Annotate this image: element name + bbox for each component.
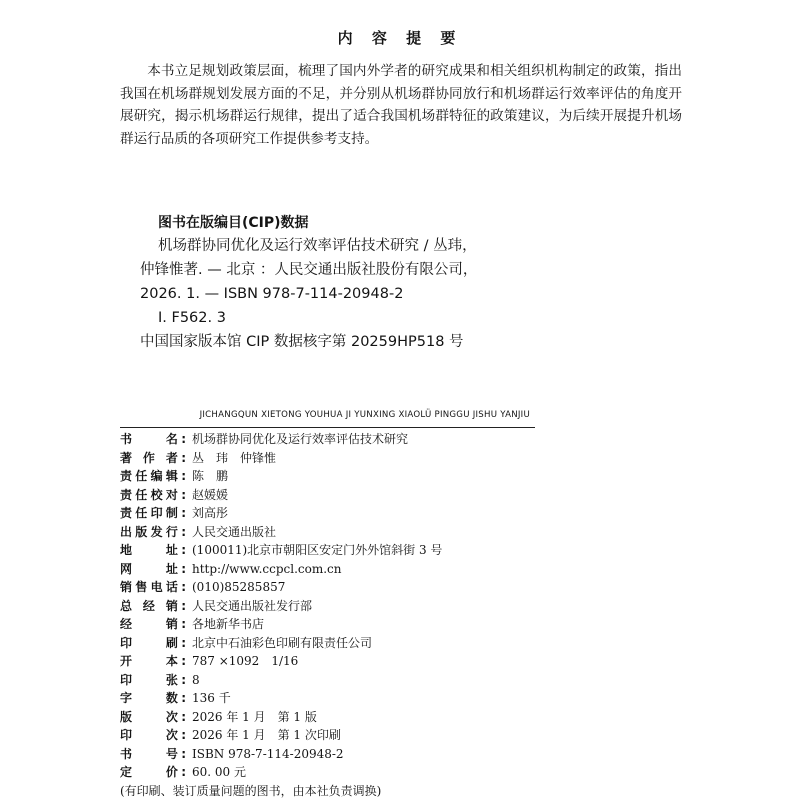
colophon-row bbox=[120, 541, 720, 560]
colophon-value: 60. 00 元 bbox=[192, 765, 246, 779]
cip-line: 机场群协同优化及运行效率评估技术研究 / 丛玮， bbox=[158, 238, 477, 254]
colophon-row bbox=[120, 634, 720, 653]
colophon-row bbox=[120, 726, 720, 745]
colophon-value: 机场群协同优化及运行效率评估技术研究 bbox=[192, 432, 409, 446]
colophon-row bbox=[120, 597, 720, 616]
cip-line: 中国国家版本馆 CIP 数据核字第 20259HP518 号 bbox=[140, 334, 464, 350]
colophon-label: 印 次: bbox=[120, 728, 186, 742]
colophon-value: 陈 鹏 bbox=[192, 469, 229, 483]
colophon-row bbox=[120, 578, 720, 597]
colophon-value: 人民交通出版社发行部 bbox=[192, 598, 313, 613]
colophon-label: 印 刷: bbox=[120, 635, 186, 650]
colophon-row bbox=[120, 467, 720, 486]
colophon-value: 136 千 bbox=[192, 691, 231, 705]
colophon-row bbox=[120, 523, 720, 542]
colophon-value: 丛 玮 仲锋惟 bbox=[192, 450, 277, 465]
colophon-row bbox=[120, 763, 720, 782]
colophon-row bbox=[120, 486, 720, 505]
colophon-row bbox=[120, 560, 720, 579]
quality-note: (有印刷、装订质量问题的图书，由本社负责调换) bbox=[120, 783, 382, 798]
colophon-label: 印 张: bbox=[120, 672, 186, 687]
colophon-value: 2026 年 1 月 第 1 次印刷 bbox=[192, 728, 341, 742]
colophon-value: (100011)北京市朝阳区安定门外外馆斜街 3 号 bbox=[192, 543, 443, 557]
colophon-label: 著 作 者: bbox=[120, 450, 186, 465]
colophon-row bbox=[120, 615, 720, 634]
colophon-label: 版 次: bbox=[120, 709, 186, 724]
colophon-value: 787 ×1092 1/16 bbox=[192, 654, 299, 668]
cip-line: Ⅰ. F562. 3 bbox=[158, 310, 226, 326]
colophon-value: 人民交通出版社 bbox=[192, 524, 277, 539]
page-title: 内 容 提 要 bbox=[337, 29, 463, 47]
colophon-label: 地 址: bbox=[120, 543, 186, 557]
colophon-value: 北京中石油彩色印刷有限责任公司 bbox=[192, 635, 373, 650]
colophon-value: 8 bbox=[192, 672, 200, 687]
colophon-row bbox=[120, 689, 720, 708]
cip-heading: 图书在版编目(CIP)数据 bbox=[158, 215, 309, 231]
colophon-label: 总 经 销: bbox=[120, 598, 186, 613]
colophon-row bbox=[120, 430, 720, 449]
colophon-value: 2026 年 1 月 第 1 版 bbox=[192, 709, 317, 724]
colophon-value: http://www.ccpcl.com.cn bbox=[192, 561, 342, 576]
colophon-label: 责任编辑: bbox=[120, 469, 186, 483]
colophon-value: 刘高彤 bbox=[192, 506, 229, 520]
colophon-value: (010)85285857 bbox=[192, 580, 286, 594]
colophon-label: 经 销: bbox=[120, 617, 186, 631]
colophon-row bbox=[120, 504, 720, 523]
colophon-label: 书 号: bbox=[120, 746, 186, 761]
colophon-value: 赵媛媛 bbox=[192, 487, 229, 502]
colophon-row bbox=[120, 449, 720, 468]
colophon-row bbox=[120, 652, 720, 671]
cip-line: 2026. 1. — ISBN 978-7-114-20948-2 bbox=[140, 286, 404, 302]
colophon-row bbox=[120, 745, 720, 764]
cip-line: 仲锋惟著. — 北京 ：人民交通出版社股份有限公司， bbox=[140, 262, 478, 278]
colophon-value: 各地新华书店 bbox=[192, 617, 265, 631]
colophon-label: 责任印制: bbox=[120, 506, 186, 520]
pinyin-title: JICHANGQUN XIETONG YOUHUA JI YUNXING XIAOLÜ PINGGU JISHU YANJIU bbox=[199, 410, 530, 420]
colophon-label: 网 址: bbox=[120, 561, 186, 576]
colophon-label: 责任校对: bbox=[120, 487, 186, 502]
colophon-label: 字 数: bbox=[120, 691, 186, 705]
colophon-label: 定 价: bbox=[120, 765, 186, 779]
colophon-label: 出版发行: bbox=[120, 524, 186, 539]
colophon-label: 开 本: bbox=[120, 654, 186, 668]
colophon-row bbox=[120, 671, 720, 690]
colophon-value: ISBN 978-7-114-20948-2 bbox=[192, 746, 344, 761]
colophon-row bbox=[120, 708, 720, 727]
colophon bbox=[120, 430, 720, 800]
divider bbox=[120, 427, 535, 428]
cip-block bbox=[140, 212, 700, 354]
colophon-label: 书 名: bbox=[120, 432, 186, 446]
abstract-paragraph: 本书立足规划政策层面，梳理了国内外学者的研究成果和相关组织机构制定的政策，指出我国在机场群规划发展方面的不足，并分别从机场群协同放行和机场群运行效率评估的角度开展研究，揭示机场群运行规律，提出了适合我国机场群特征的政策建议，为后续开展提升机场群运行品质的各项研究工作提供参考支持。 bbox=[120, 63, 682, 147]
colophon-label: 销售电话: bbox=[120, 580, 186, 594]
